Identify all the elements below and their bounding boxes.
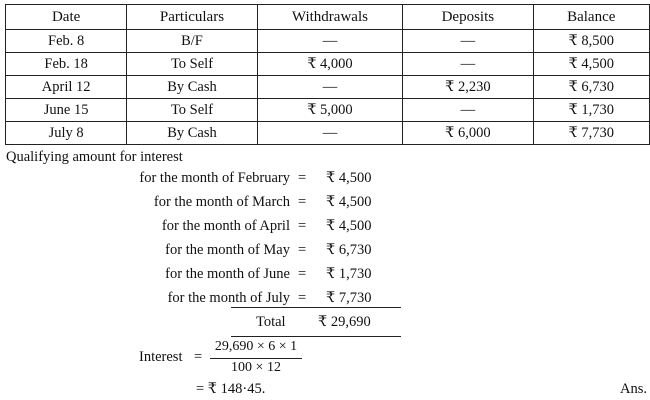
total-amount: ₹ 29,690	[318, 314, 371, 330]
table-header-row	[6, 5, 650, 30]
cell-particulars: To Self	[127, 53, 257, 76]
list-item	[120, 218, 372, 242]
cell-withdrawals: —	[257, 122, 402, 145]
qualifying-title: Qualifying amount for interest	[6, 149, 183, 165]
cell-particulars: By Cash	[127, 76, 257, 99]
list-item	[120, 242, 372, 266]
cell-date: Feb. 18	[6, 53, 127, 76]
cell-deposits: ₹ 2,230	[403, 76, 533, 99]
fraction-bar	[210, 358, 302, 359]
table-row	[6, 53, 650, 76]
cell-particulars: To Self	[127, 99, 257, 122]
month-label: for the month of April	[161, 218, 290, 234]
table-row	[6, 122, 650, 145]
equals-sign: =	[298, 266, 307, 282]
header-particulars: Particulars	[127, 5, 257, 30]
cell-deposits: ₹ 6,000	[403, 122, 533, 145]
equals-sign: =	[194, 349, 203, 365]
monthly-qualifying-list	[120, 170, 372, 314]
equals-sign: =	[298, 290, 307, 306]
cell-deposits: —	[403, 99, 533, 122]
table-row	[6, 76, 650, 99]
list-item	[120, 290, 372, 314]
cell-withdrawals: —	[257, 76, 402, 99]
month-label: for the month of March	[153, 194, 290, 210]
cell-balance: ₹ 1,730	[533, 99, 649, 122]
table-row	[6, 30, 650, 53]
list-item	[120, 194, 372, 218]
header-withdrawals: Withdrawals	[257, 5, 402, 30]
cell-balance: ₹ 8,500	[533, 30, 649, 53]
month-amount: ₹ 4,500	[326, 218, 372, 234]
fraction-numerator: 29,690 × 6 × 1	[214, 339, 298, 354]
cell-date: July 8	[6, 122, 127, 145]
interest-fraction	[210, 339, 302, 376]
total-label: Total	[256, 314, 286, 330]
month-label: for the month of May	[165, 242, 290, 258]
total-top-rule	[231, 307, 401, 308]
month-label: for the month of July	[167, 290, 290, 306]
cell-date: Feb. 8	[6, 30, 127, 53]
cell-deposits: —	[403, 30, 533, 53]
cell-balance: ₹ 6,730	[533, 76, 649, 99]
cell-balance: ₹ 7,730	[533, 122, 649, 145]
month-amount: ₹ 4,500	[326, 194, 372, 210]
total-bottom-rule	[231, 336, 401, 337]
interest-result: = ₹ 148·45.	[196, 381, 266, 397]
month-amount: ₹ 4,500	[326, 170, 372, 186]
interest-label: Interest	[139, 349, 183, 365]
table-row	[6, 99, 650, 122]
cell-particulars: By Cash	[127, 122, 257, 145]
cell-date: April 12	[6, 76, 127, 99]
equals-sign: =	[298, 218, 307, 234]
cell-deposits: —	[403, 53, 533, 76]
cell-particulars: B/F	[127, 30, 257, 53]
equals-sign: =	[298, 194, 307, 210]
header-date: Date	[6, 5, 127, 30]
month-amount: ₹ 7,730	[326, 290, 372, 306]
month-label: for the month of June	[165, 266, 290, 282]
month-amount: ₹ 6,730	[326, 242, 372, 258]
month-label: for the month of February	[139, 170, 290, 186]
list-item	[120, 170, 372, 194]
header-balance: Balance	[533, 5, 649, 30]
cell-withdrawals: ₹ 5,000	[257, 99, 402, 122]
cell-date: June 15	[6, 99, 127, 122]
list-item	[120, 266, 372, 290]
fraction-denominator: 100 × 12	[231, 360, 281, 375]
answer-marker: Ans.	[620, 381, 647, 397]
header-deposits: Deposits	[403, 5, 533, 30]
month-amount: ₹ 1,730	[326, 266, 372, 282]
passbook-table	[5, 4, 650, 145]
cell-balance: ₹ 4,500	[533, 53, 649, 76]
equals-sign: =	[298, 170, 307, 186]
cell-withdrawals: ₹ 4,000	[257, 53, 402, 76]
cell-withdrawals: —	[257, 30, 402, 53]
equals-sign: =	[298, 242, 307, 258]
